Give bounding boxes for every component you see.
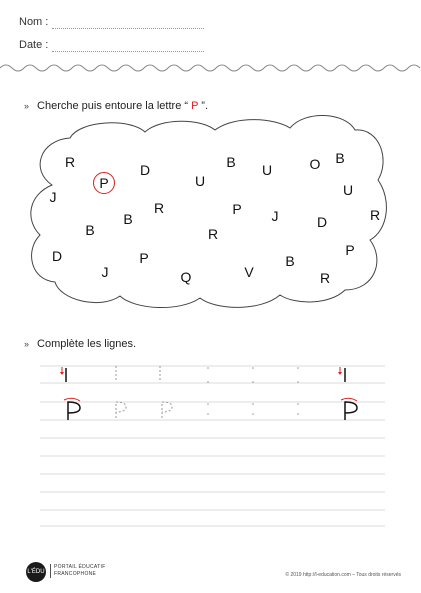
cloud-letter: R — [319, 270, 331, 286]
instruction-1-prefix: Cherche puis entoure la lettre “ — [37, 100, 192, 112]
row-1-strokes — [60, 366, 345, 383]
instruction-1-suffix: ”. — [198, 100, 209, 112]
portal-line-1: PORTAIL ÉDUCATIF — [50, 564, 106, 571]
name-label: Nom : — [19, 16, 49, 28]
cloud-letter: U — [194, 173, 206, 189]
cloud-letter: R — [153, 200, 165, 216]
cloud-letter: P — [139, 250, 149, 266]
cloud-letter: P — [232, 201, 242, 217]
instruction-2-text: Complète les lignes. — [37, 338, 137, 350]
portal-tagline — [50, 564, 106, 578]
cloud-letter: B — [335, 150, 345, 166]
cloud-letter: B — [85, 222, 95, 238]
cloud-letter-circled[interactable]: P — [93, 172, 115, 194]
cloud-letter: V — [244, 264, 254, 280]
double-arrow-icon: » — [24, 339, 30, 349]
cloud-letter: D — [139, 162, 151, 178]
cloud-letter: R — [207, 226, 219, 242]
cloud-letter: J — [271, 208, 279, 224]
cloud-letter: D — [316, 214, 328, 230]
cloud-letter: B — [285, 253, 295, 269]
cloud-letter: R — [64, 154, 76, 170]
row-2-strokes — [64, 398, 357, 420]
cloud-letter: R — [369, 207, 381, 223]
cloud-letter: B — [123, 211, 133, 227]
cloud-letter: O — [309, 156, 321, 172]
cloud-letter: U — [342, 182, 354, 198]
portal-line-2: FRANCOPHONE — [50, 571, 106, 578]
cloud-letter: J — [101, 264, 109, 280]
double-arrow-icon: » — [24, 101, 30, 111]
edu-logo: L'ÉDU — [26, 562, 46, 582]
date-label: Date : — [19, 39, 49, 51]
copyright-notice: © 2019 http://l-education.com – Tous droits réservés — [285, 572, 401, 578]
cloud-letter: D — [51, 248, 63, 264]
cloud-letter: Q — [180, 269, 192, 285]
cloud-letter: P — [345, 242, 355, 258]
cloud-letter: J — [49, 189, 57, 205]
cloud-letter: U — [261, 162, 273, 178]
target-letter: P — [191, 100, 199, 112]
cloud-letter: B — [226, 154, 236, 170]
